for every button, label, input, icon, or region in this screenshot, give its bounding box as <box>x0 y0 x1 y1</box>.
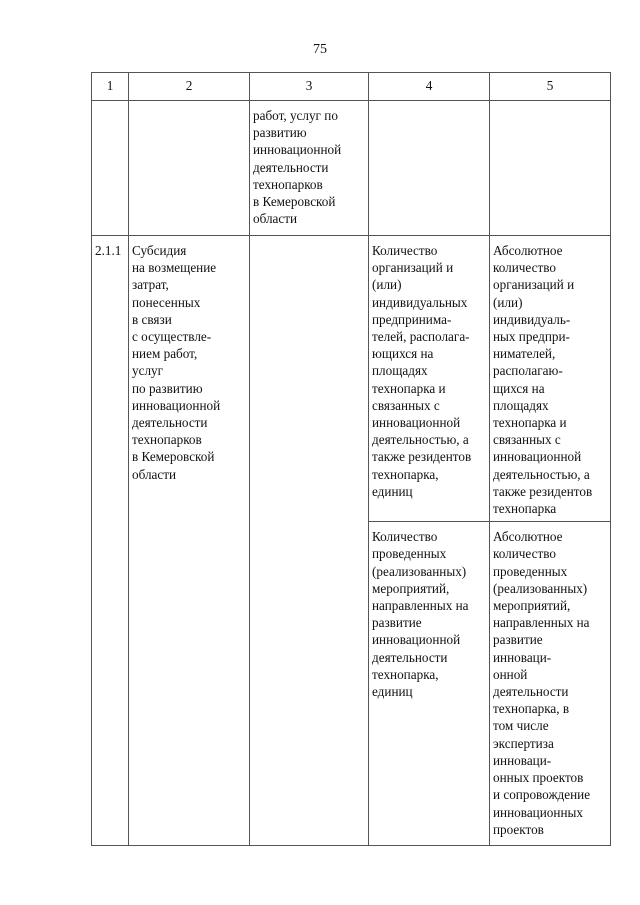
empty-cell <box>129 101 250 236</box>
table-row-item <box>92 236 611 522</box>
empty-cell <box>490 101 611 236</box>
indicator-method-cell: Абсолютное количество проведенных (реализованных) мероприятий, направленных на развитие инноваци- онной деятельности технопарка, в том числе экспертиза инноваци- онных проектов и сопровождение инновационных проектов <box>490 522 611 846</box>
table-header-row <box>92 73 611 101</box>
column-header-5: 5 <box>490 73 611 101</box>
indicator-method-cell: Абсолютное количество организаций и (или) индивидуаль- ных предпри- нимателей, располагаю- щихся на площадях технопарка и связанных с инновационной деятельностью, а также резидентов технопарка <box>490 236 611 522</box>
program-table <box>91 72 611 846</box>
indicator-name-cell: Количество организаций и (или) индивидуальных предпринима- телей, располага- ющихся на площадях технопарка и связанных с инновационной деятельностью, а также резидентов технопарка, единиц <box>369 236 490 522</box>
item-name-cell: Субсидия на возмещение затрат, понесенных в связи с осуществле- нием работ, услуг по развитию инновационной деятельности технопарков в Кемеровской области <box>129 236 250 846</box>
column-header-2: 2 <box>129 73 250 101</box>
empty-cell <box>250 236 369 846</box>
column-header-3: 3 <box>250 73 369 101</box>
column-header-4: 4 <box>369 73 490 101</box>
column-header-1: 1 <box>92 73 129 101</box>
empty-cell <box>92 101 129 236</box>
table-row-continuation <box>92 101 611 236</box>
empty-cell <box>369 101 490 236</box>
continuation-text-cell: работ, услуг по развитию инновационной деятельности технопарков в Кемеровской области <box>250 101 369 236</box>
item-number-cell: 2.1.1 <box>92 236 129 846</box>
indicator-name-cell: Количество проведенных (реализованных) мероприятий, направленных на развитие инновационной деятельности технопарка, единиц <box>369 522 490 846</box>
page-number: 75 <box>313 42 327 57</box>
